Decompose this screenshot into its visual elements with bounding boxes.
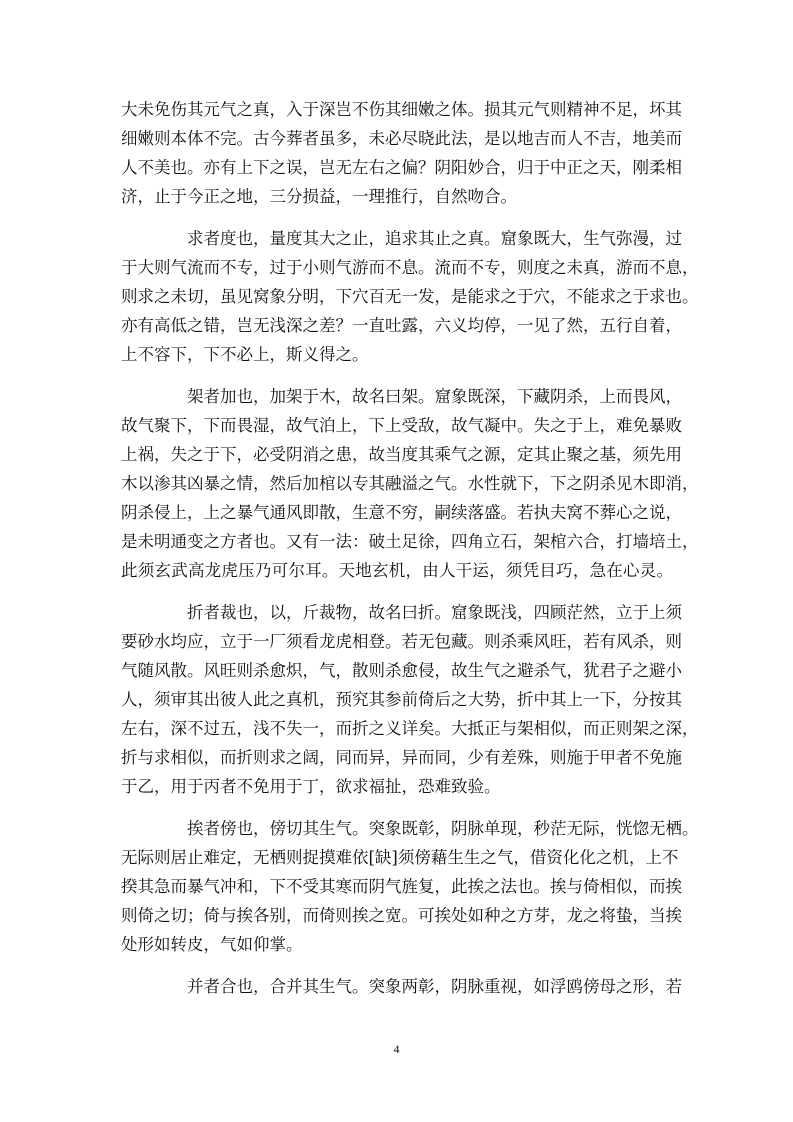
- text-line: 揆其急而暴气冲和，下不受其寒而阴气旌复，此挨之法也。挨与倚相似，而挨: [121, 877, 682, 896]
- text-line: 上不容下，下不必上，斯义得之。: [121, 345, 369, 364]
- paragraph-first-line: 折者裁也，以，斤裁物，故名曰折。窟象既浅，四顾茫然，立于上须: [187, 603, 682, 622]
- text-line: 是未明通变之方者也。又有一法：破土足徐，四角立石，架棺六合，打墙培土，: [121, 532, 699, 551]
- text-line: 亦有高低之错，岂无浅深之差？一直吐露，六义均停，一见了然，五行自着，: [121, 316, 682, 335]
- text-line: 气随风散。风旺则杀愈炽，气，散则杀愈侵，故生气之避杀气，犹君子之避小: [121, 661, 682, 680]
- text-line: 阴杀侵上，上之暴气通风即散，生意不穷，嗣续落盛。若执夫窝不葬心之说，: [121, 503, 682, 522]
- text-line: 济，止于今正之地，三分损益，一理推行，自然吻合。: [121, 187, 517, 206]
- text-line: 于大则气流而不专，过于小则气游而不息。流而不专，则度之未真，游而不息，: [121, 258, 699, 277]
- paragraph-first-line: 求者度也，量度其大之止，追求其止之真。窟象既大，生气弥漫，过: [187, 229, 682, 248]
- text-line: 于乙，用于丙者不免用于丁，欲求福扯，恐难致验。: [121, 777, 501, 796]
- text-line: 故气聚下，下而畏湿，故气泊上，下上受敌，故气凝中。失之于上，难免暴败: [121, 416, 682, 435]
- text-line: 人，须审其出彼人此之真机，预究其参前倚后之大势，折中其上一下，分按其: [121, 690, 682, 709]
- text-line: 折与求相似，而折则求之阔，同而异，异而同，少有差殊，则施于甲者不免施: [121, 748, 682, 767]
- paragraph-first-line: 挨者傍也，傍切其生气。突象既彰，阴脉单现，秒茫无际，恍惚无栖。: [187, 819, 699, 838]
- text-line: 则求之未切，虽见窝象分明，下穴百无一发，是能求之于穴，不能求之于求也。: [121, 287, 699, 306]
- text-line: 上祸，失之于下，必受阴消之患，故当度其乘气之源，定其止聚之基，须先用: [121, 445, 682, 464]
- text-line: 要砂水均应，立于一厂须看龙虎相登。若无包藏。则杀乘风旺，若有风杀，则: [121, 632, 682, 651]
- paragraph-first-line: 并者合也，合并其生气。突象两彰，阴脉重视，如浮鸥傍母之形，若: [187, 977, 682, 996]
- text-line: 则倚之切；倚与挨各别，而倚则挨之宽。可挨处如种之方芽，龙之将蛰，当挨: [121, 906, 682, 925]
- text-line: 大未免伤其元气之真，入于深岂不伤其细嫩之体。损其元气则精神不足，坏其: [121, 100, 682, 119]
- text-line: 处形如转皮，气如仰掌。: [121, 935, 303, 954]
- text-line: 人不美也。亦有上下之误，岂无左右之偏？阴阳妙合，归于中正之天，刚柔相: [121, 158, 682, 177]
- text-line: 无际则居止难定，无栖则捉摸难依[缺]须傍藉生生之气，借资化化之机，上不: [121, 848, 679, 867]
- text-line: 木以渗其凶暴之情，然后加棺以专其融溢之气。水性就下，下之阴杀见木即消，: [121, 474, 699, 493]
- paragraph-first-line: 架者加也，加架于木，故名曰架。窟象既深，下藏阴杀，上而畏风，: [187, 387, 682, 406]
- text-line: 左右，深不过五，浅不失一，而折之义详矣。大抵正与架相似，而正则架之深，: [121, 719, 699, 738]
- page-number: 4: [393, 1042, 400, 1056]
- text-line: 细嫩则本体不完。古今葬者虽多，未必尽晓此法，是以地吉而人不吉，地美而: [121, 129, 682, 148]
- text-line: 此须玄武高龙虎压乃可尔耳。天地玄机，由人干运，须凭目巧，急在心灵。: [121, 561, 673, 580]
